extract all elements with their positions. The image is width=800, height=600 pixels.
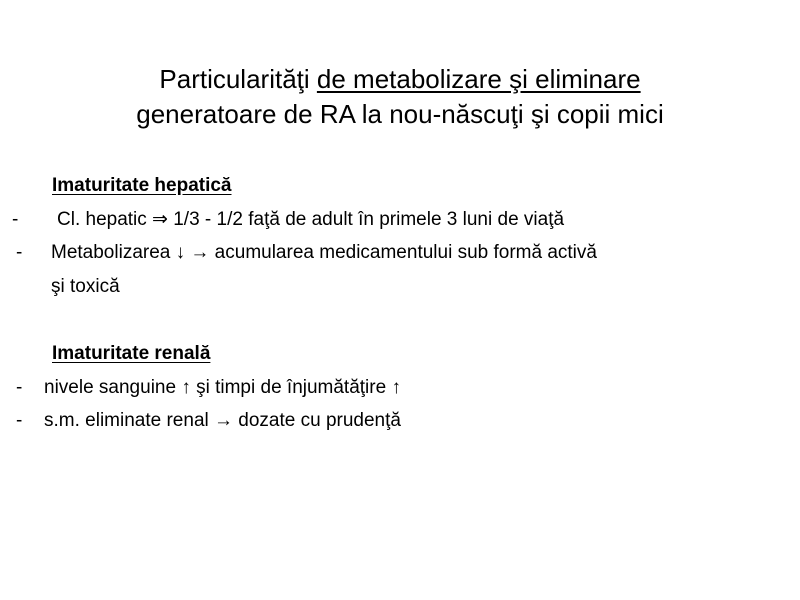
title-plain-text: Particularităţi (159, 64, 317, 94)
hepatic-heading: Imaturitate hepatică (52, 175, 232, 196)
hepatic-bullet-2-text: Metabolizarea ↓ → acumularea medicamentului sub formă activă (51, 242, 597, 263)
renal-bullet-2-text: s.m. eliminate renal → dozate cu prudenţă (44, 410, 401, 431)
title-line-1 (0, 62, 800, 97)
renal-bullet-1-text: nivele sanguine ↑ şi timpi de înjumătăţire ↑ (44, 377, 401, 398)
renal-heading: Imaturitate renală (52, 343, 211, 364)
slide-title (0, 62, 800, 132)
hepatic-bullet-1-dash: - (12, 209, 19, 230)
title-line-2: generatoare de RA la nou-născuţi şi copii mici (136, 99, 664, 129)
renal-bullet-2-dash: - (16, 410, 23, 431)
hepatic-bullet-2-continuation: şi toxică (51, 276, 120, 297)
hepatic-bullet-2-dash: - (16, 242, 23, 263)
renal-bullet-1-dash: - (16, 377, 23, 398)
title-underlined-text: de metabolizare şi eliminare (316, 64, 641, 94)
hepatic-bullet-1-text: Cl. hepatic ⇒ 1/3 - 1/2 faţă de adult în primele 3 luni de viaţă (57, 209, 565, 230)
